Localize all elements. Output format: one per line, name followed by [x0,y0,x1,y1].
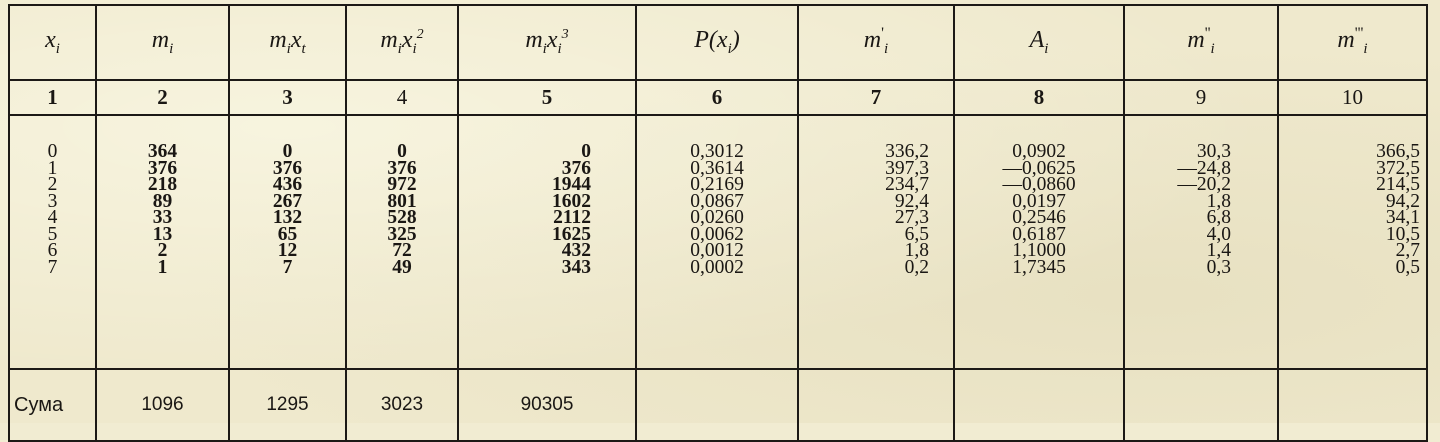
table-cell: 1 [47,157,58,179]
table-cell: 10,5 [1385,223,1420,245]
table-cell: 336,2 [885,141,929,162]
table-cell: 49 [392,256,412,278]
column-number: 3 [229,80,346,115]
table-cell: 0,0902 [1012,141,1066,162]
sum-value [954,369,1124,441]
column-number: 2 [96,80,229,115]
header-col-10: $m'''_i$ [1278,5,1427,80]
header-col-8: $A_i$ [954,5,1124,80]
table-cell: 13 [152,223,173,245]
table-cell: 0,2169 [690,174,744,195]
table-cell: 0 [581,141,591,162]
header-col-1: $x_i$ [9,5,96,80]
table-cell: 94,2 [1385,190,1420,212]
table-cell: 267 [272,190,303,212]
table-cell: 0,3 [1206,256,1231,278]
column-values [229,115,346,369]
sum-label: Сума [9,369,96,441]
table-cell: 0,0062 [690,223,744,245]
table-cell: 325 [387,223,417,245]
table-cell: 0,0012 [690,240,744,261]
table-cell: 65 [277,223,298,245]
table-cell: 0,5 [1395,256,1420,278]
data-table [8,4,1428,442]
table-cell: 0,0260 [690,207,744,228]
table-cell: 132 [272,207,303,228]
table-cell: 0 [397,141,407,162]
header-col-5: $m_ix_i^3$ [458,5,636,80]
table-cell: 0,6187 [1012,223,1066,245]
table-cell: 89 [152,190,173,212]
table-cell: 528 [387,207,417,228]
column-values [458,115,636,369]
table-cell: 4,0 [1206,223,1231,245]
column-number: 5 [458,80,636,115]
table-cell: 30,3 [1196,141,1231,162]
table-cell: 1,4 [1206,240,1231,261]
table-cell: 3 [47,190,58,212]
table-cell: 6,8 [1206,207,1231,228]
table-cell: 6 [47,240,58,261]
table-cell: 33 [152,207,173,228]
table-cell: 376 [387,157,417,179]
table-cell: 1,8 [904,240,929,261]
sum-value: 1295 [229,369,346,441]
column-number: 9 [1124,80,1278,115]
table-cell: 12 [277,240,298,261]
table-cell: 34,1 [1385,207,1420,228]
sum-value: 3023 [346,369,458,441]
table-cell: 436 [272,174,303,195]
header-col-6: $P(x_i)$ [636,5,798,80]
table-cell: 2112 [553,207,591,228]
table-cell: 0 [282,141,293,162]
table-cell: 0,3614 [690,157,744,179]
table-cell: 234,7 [885,174,929,195]
table-cell: 0,0867 [690,190,744,212]
column-values [636,115,798,369]
table-cell: 372,5 [1376,157,1420,179]
table-cell: 1,1000 [1012,240,1066,261]
column-number: 4 [346,80,458,115]
column-values [96,115,229,369]
table-cell: 27,3 [894,207,929,228]
table-cell: 2 [157,240,168,261]
table-cell: 2 [47,174,58,195]
header-col-2: $m_i$ [96,5,229,80]
table-cell: —0,0860 [1002,174,1076,195]
table-cell: 1602 [552,190,591,212]
sum-value: 90305 [458,369,636,441]
sum-row [9,369,1427,441]
table-cell: 72 [392,240,412,261]
sum-value [636,369,798,441]
column-values [798,115,954,369]
table-cell: 7 [282,256,293,278]
table-cell: —0,0625 [1002,157,1076,179]
column-number: 1 [9,80,96,115]
table-cell: 214,5 [1376,174,1420,195]
table-cell: 92,4 [894,190,929,212]
table-cell: 0,3012 [690,141,744,162]
table-cell: —24,8 [1177,157,1231,179]
table-cell: 2,7 [1395,240,1420,261]
column-values [954,115,1124,369]
table-cell: 343 [561,256,591,278]
table-cell: 218 [147,174,178,195]
header-row [9,5,1427,80]
table-cell: 0,2546 [1012,207,1066,228]
sum-value [798,369,954,441]
table-cell: 972 [387,174,417,195]
table-cell: 376 [561,157,591,179]
column-number-row [9,80,1427,115]
table-cell: 1944 [552,174,591,195]
table-cell: 801 [387,190,417,212]
table-cell: 0 [47,141,58,162]
table-cell: 1,7345 [1012,256,1066,278]
column-number: 8 [954,80,1124,115]
header-col-4: $m_ix_i^2$ [346,5,458,80]
table-cell: 376 [147,157,178,179]
table-cell: 364 [147,141,178,162]
table-cell: —20,2 [1177,174,1231,195]
header-col-7: $m'_i$ [798,5,954,80]
table-cell: 1,8 [1206,190,1231,212]
table-cell: 376 [272,157,303,179]
table-cell: 0,0002 [690,256,744,278]
table-cell: 7 [47,256,58,278]
table-cell: 4 [47,207,58,228]
header-col-3: $m_ix_t$ [229,5,346,80]
column-number: 7 [798,80,954,115]
column-number: 6 [636,80,798,115]
table-cell: 0,2 [904,256,929,278]
column-values [1278,115,1427,369]
data-row [9,115,1427,369]
table-cell: 397,3 [885,157,929,179]
table-cell: 1 [157,256,168,278]
column-values [1124,115,1278,369]
table-cell: 0,0197 [1012,190,1066,212]
column-number: 10 [1278,80,1427,115]
sum-value [1124,369,1278,441]
sum-value [1278,369,1427,441]
header-col-9: $m''_i$ [1124,5,1278,80]
table-cell: 1625 [552,223,591,245]
column-values [9,115,96,369]
table-cell: 366,5 [1376,141,1420,162]
table-cell: 5 [47,223,58,245]
sum-value: 1096 [96,369,229,441]
column-values [346,115,458,369]
table-cell: 432 [561,240,591,261]
table-cell: 6,5 [904,223,929,245]
